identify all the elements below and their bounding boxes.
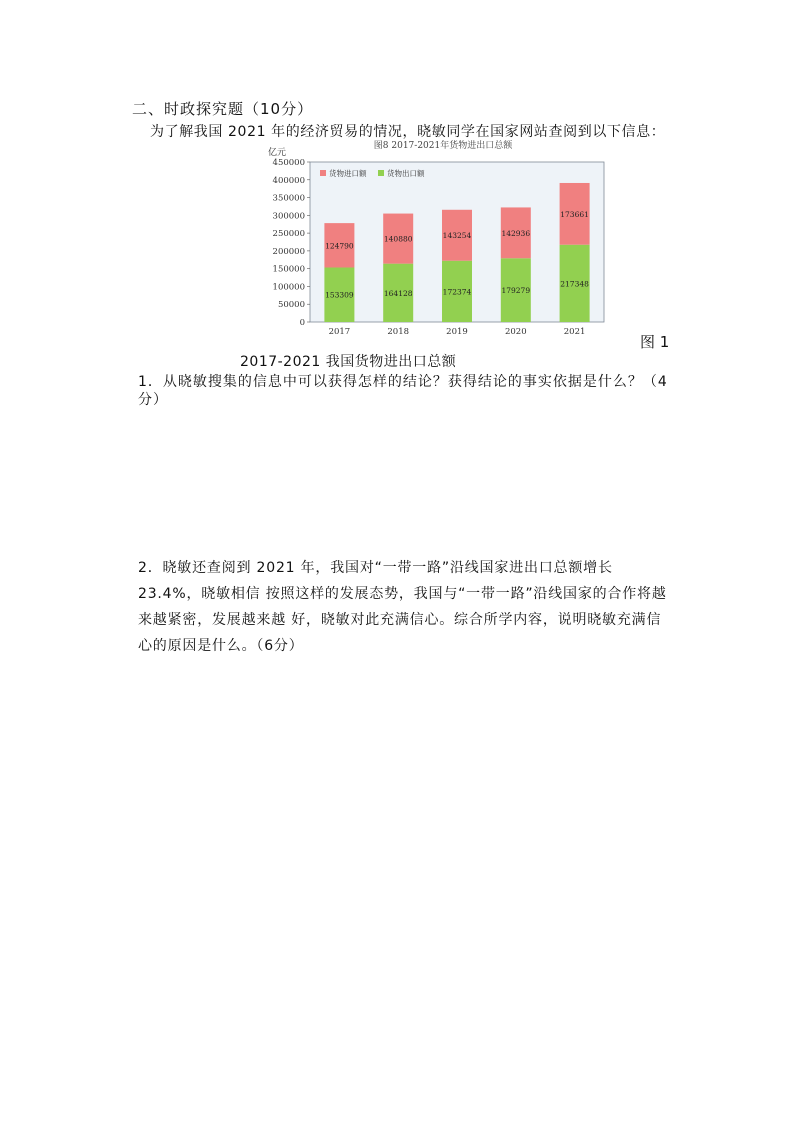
y-tick-label: 150000 [272,264,305,275]
data-label-import: 140880 [383,234,413,244]
data-label-export: 179279 [501,286,531,296]
y-tick-label: 50000 [277,300,305,311]
y-tick-label: 450000 [272,158,305,168]
chart-caption: 2017-2021 我国货物进出口总额 [240,354,457,370]
y-tick-label: 400000 [272,175,305,186]
y-tick-label: 300000 [272,211,305,222]
x-tick-label: 2018 [387,327,410,337]
chart-title: 图8 2017-2021年货物进出口总额 [373,141,513,151]
legend-label: 货物进口额 [329,169,367,178]
legend-swatch [320,170,326,176]
data-label-export: 172374 [442,287,472,297]
y-tick-label: 350000 [272,193,305,204]
legend-label: 货物出口额 [387,169,425,178]
x-tick-label: 2021 [563,327,586,337]
figure-label: 图 1 [640,333,670,351]
x-tick-label: 2020 [504,327,527,337]
data-label-import: 142936 [501,228,531,238]
y-tick-label: 100000 [272,282,305,293]
x-tick-label: 2017 [328,327,351,337]
intro-text: 为了解我国 2021 年的经济贸易的情况，晓敏同学在国家网站查阅到以下信息： [150,124,666,140]
x-tick-label: 2019 [446,327,468,337]
data-label-export: 153309 [325,290,354,300]
legend-swatch [378,170,384,176]
data-label-import: 173661 [560,209,589,219]
y-tick-label: 200000 [272,246,305,257]
data-label-export: 164128 [383,288,413,298]
y-tick-label: 250000 [272,229,305,240]
trade-chart [258,140,626,342]
question-1: 1．从晓敏搜集的信息中可以获得怎样的结论？获得结论的事实依据是什么？（4 分） [138,374,668,408]
y-tick-label: 0 [299,318,305,328]
section-heading: 二、时政探究题（10分） [132,100,314,118]
data-label-export: 217348 [560,279,589,289]
data-label-import: 124790 [325,241,354,251]
data-label-import: 143254 [442,231,472,241]
question-2: 2．晓敏还查阅到 2021 年，我国对“一带一路”沿线国家进出口总额增长 23.4%，晓敏相信 按照这样的发展态势，我国与“一带一路”沿线国家的合作将越来越紧密，发展越来越 好，晓敏对此充满信心。综合所学内容，说明晓敏充满信心的原因是什么。（6分） [138,560,667,654]
y-axis-unit: 亿元 [268,148,287,158]
